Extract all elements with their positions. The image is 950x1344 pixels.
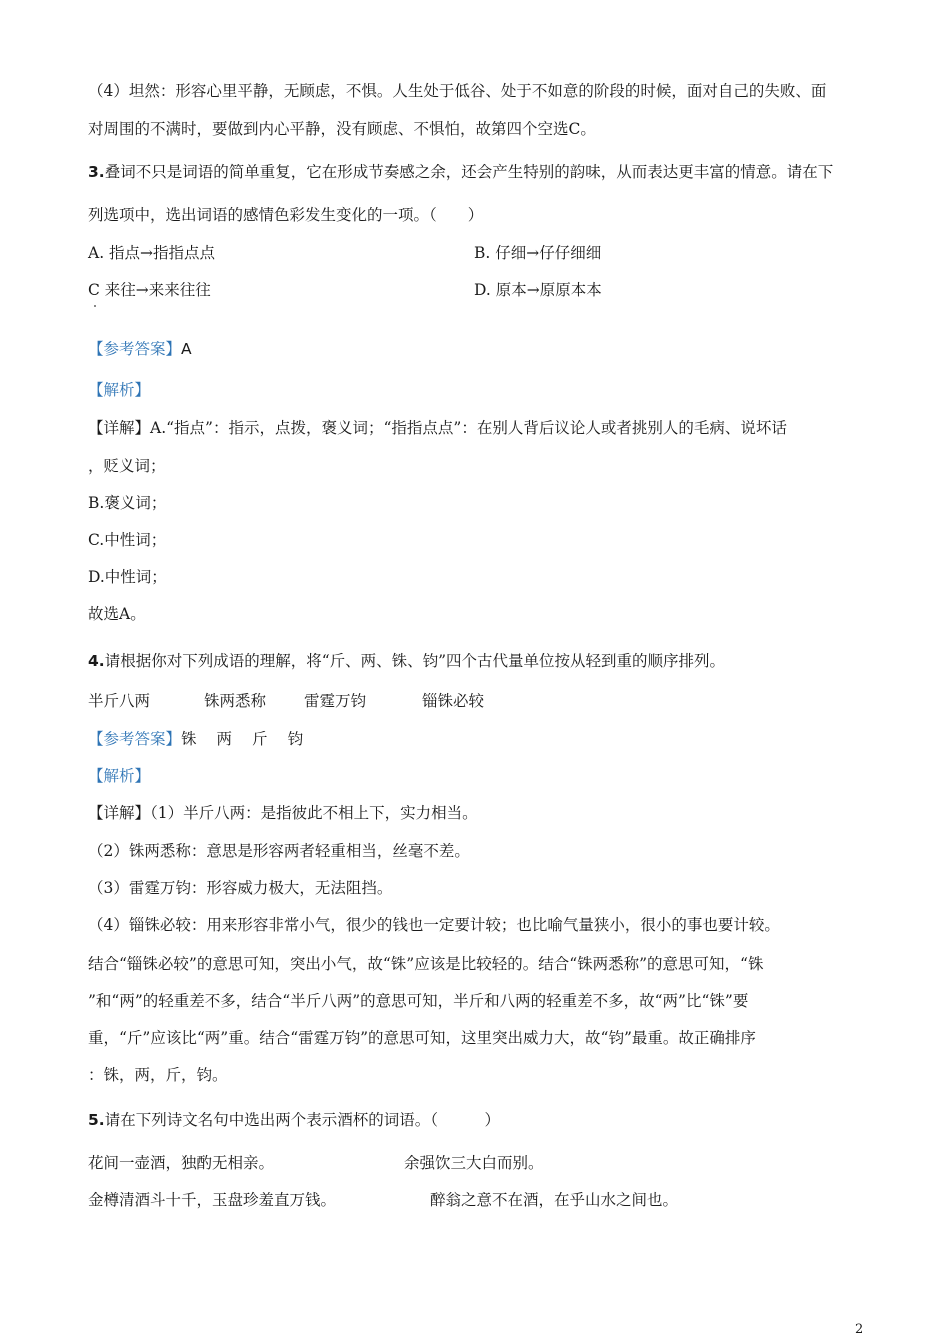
q3-option-c: C 来往→来来往往 <box>88 281 211 299</box>
q3-conclusion: 故选A。 <box>88 605 146 623</box>
q4-analysis-label: 【解析】 <box>88 767 151 785</box>
q3-detail-line-2: ，贬义词； <box>88 457 166 475</box>
q4-detail-3: （3）雷霆万钧：形容威力极大，无法阻挡。 <box>88 879 393 897</box>
q5-line-3: 金樽清酒斗十千，玉盘珍羞直万钱。 <box>88 1191 337 1209</box>
q3-number: 3. <box>88 163 105 181</box>
q4-answer-1: 铢 <box>181 730 197 748</box>
q4-answer-3: 斤 <box>252 730 268 748</box>
q3-detail-label: 【详解】 <box>88 419 151 437</box>
q5-line-1: 花间一壶酒，独酌无相亲。 <box>88 1154 275 1172</box>
q4-idiom-3: 雷霆万钧 <box>304 692 367 710</box>
q4-summary-3: 重，“斤”应该比“两”重。结合“雷霆万钧”的意思可知，这里突出威力大，故“钧”最重。故正确排序 <box>88 1029 756 1047</box>
q4-summary-2: ”和“两”的轻重差不多，结合“半斤八两”的意思可知，半斤和八两的轻重差不多，故“两”比“铢”要 <box>88 992 749 1010</box>
q4-detail-4: （4）锱铢必较：用来形容非常小气，很少的钱也一定要计较；也比喻气量狭小，很小的事也要计较。 <box>88 916 780 934</box>
q3-detail-b: B.褒义词； <box>88 494 167 512</box>
q4-stem <box>88 650 725 672</box>
q3-detail-line-1 <box>88 417 787 439</box>
stray-dot <box>94 305 96 307</box>
q5-stem <box>88 1109 500 1131</box>
q4-answer-label: 【参考答案】 <box>88 730 182 748</box>
q5-line-4: 醉翁之意不在酒，在乎山水之间也。 <box>430 1191 679 1209</box>
q3-detail-text: A.“指点”：指示，点拨，褒义词；“指指点点”：在别人背后议论人或者挑别人的毛病、说坏话 <box>150 419 787 437</box>
q5-number: 5. <box>88 1111 105 1129</box>
q2-detail-line-1: （4）坦然：形容心里平静，无顾虑，不惧。人生处于低谷、处于不如意的阶段的时候，面对自己的失败、面 <box>88 82 827 100</box>
q4-number: 4. <box>88 652 105 670</box>
q4-idiom-2: 铢两悉称 <box>204 692 267 710</box>
q3-detail-d: D.中性词； <box>88 568 167 586</box>
q3-option-d: D. 原本→原原本本 <box>474 281 602 299</box>
q4-answer-2: 两 <box>216 730 233 748</box>
q4-detail-label: 【详解】 <box>88 804 151 822</box>
q4-summary-1: 结合“锱铢必较”的意思可知，突出小气，故“铢”应该是比较轻的。结合“铢两悉称”的意思可知，“铢 <box>88 955 764 973</box>
q3-stem-line-2: 列选项中，选出词语的感情色彩发生变化的一项。（ ） <box>88 206 484 224</box>
q3-answer-value: A <box>181 340 192 358</box>
q3-answer-label: 【参考答案】 <box>88 340 182 358</box>
q4-detail-2: （2）铢两悉称：意思是形容两者轻重相当，丝毫不差。 <box>88 842 470 860</box>
q3-answer-line <box>88 338 192 360</box>
q3-stem-line-1 <box>88 161 833 183</box>
q5-stem-text: 请在下列诗文名句中选出两个表示酒杯的词语。（ ） <box>104 1111 500 1129</box>
q4-answer-4: 钧 <box>287 730 304 748</box>
q4-summary-4: ：铢，两，斤，钧。 <box>88 1066 228 1084</box>
q5-line-2: 余强饮三大白而别。 <box>404 1154 544 1172</box>
q3-detail-c: C.中性词； <box>88 531 167 549</box>
q3-analysis-label: 【解析】 <box>88 381 151 399</box>
q3-option-b: B. 仔细→仔仔细细 <box>474 244 602 262</box>
q3-stem-text: 叠词不只是词语的简单重复，它在形成节奏感之余，还会产生特别的韵味，从而表达更丰富的情意。请在下 <box>104 163 834 181</box>
q2-detail-line-2: 对周围的不满时，要做到内心平静，没有顾虑、不惧怕，故第四个空选C。 <box>88 120 596 138</box>
q4-stem-text: 请根据你对下列成语的理解，将“斤、两、铢、钧”四个古代量单位按从轻到重的顺序排列。 <box>104 652 726 670</box>
q4-idiom-1: 半斤八两 <box>88 692 151 710</box>
q4-answer-line <box>88 728 303 750</box>
q4-idiom-4: 锱铢必较 <box>422 692 485 710</box>
q4-detail-1-text: （1）半斤八两：是指彼此不相上下，实力相当。 <box>150 804 478 822</box>
q4-detail-1 <box>88 802 478 824</box>
page-number: 2 <box>855 1322 864 1337</box>
q3-option-a: A. 指点→指指点点 <box>88 244 216 262</box>
